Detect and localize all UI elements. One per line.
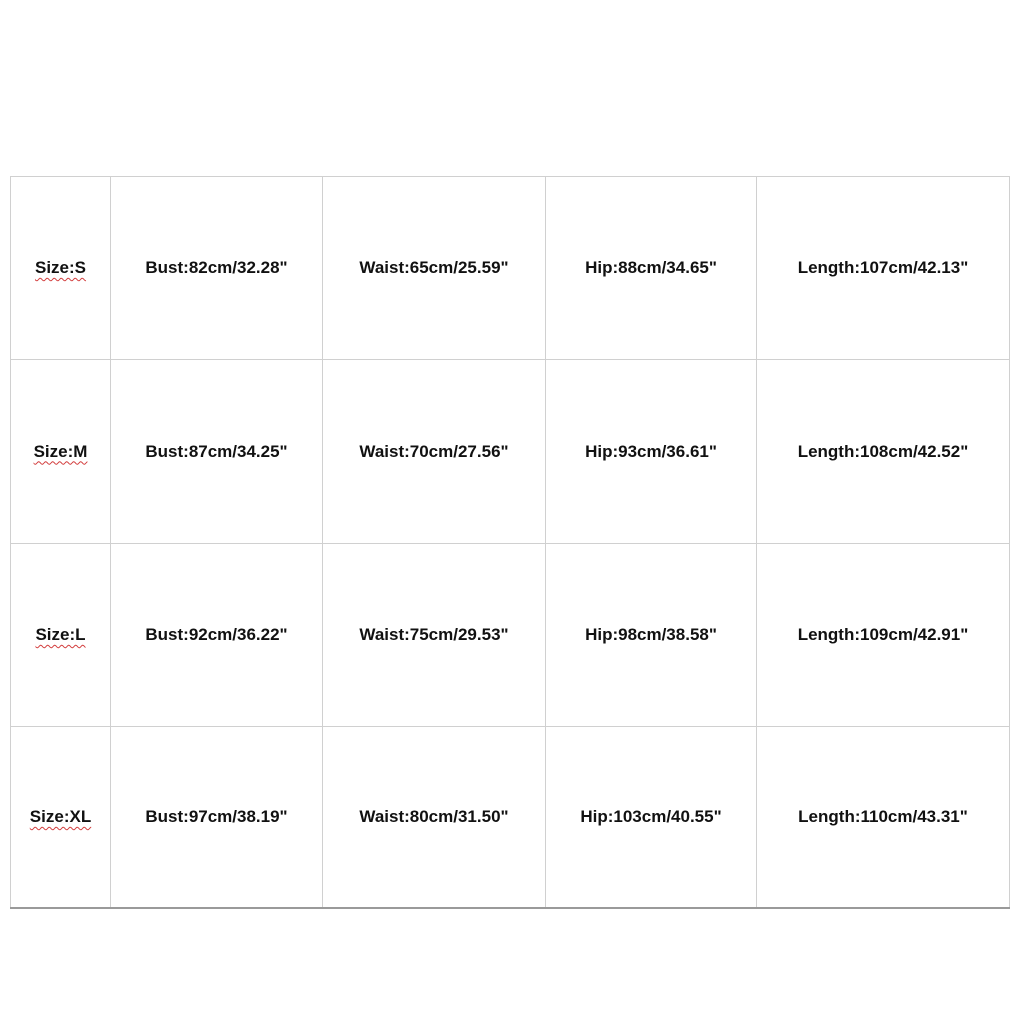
size-row-l: [11, 543, 1010, 726]
length-cell: Length:107cm/42.13": [757, 177, 1010, 360]
bust-cell: Bust:97cm/38.19": [111, 727, 323, 908]
size-label: Size:M: [33, 441, 88, 461]
hip-cell: Hip:98cm/38.58": [546, 543, 757, 726]
size-cell: [11, 177, 111, 360]
bust-cell: Bust:92cm/36.22": [111, 543, 323, 726]
size-label: Size:XL: [29, 807, 92, 827]
length-cell: Length:108cm/42.52": [757, 360, 1010, 543]
bust-cell: Bust:82cm/32.28": [111, 177, 323, 360]
waist-cell: Waist:80cm/31.50": [323, 727, 546, 908]
length-cell: Length:109cm/42.91": [757, 543, 1010, 726]
waist-cell: Waist:70cm/27.56": [323, 360, 546, 543]
size-row-s: [11, 177, 1010, 360]
waist-cell: Waist:75cm/29.53": [323, 543, 546, 726]
size-cell: [11, 727, 111, 908]
hip-cell: Hip:103cm/40.55": [546, 727, 757, 908]
length-cell: Length:110cm/43.31": [757, 727, 1010, 908]
hip-cell: Hip:93cm/36.61": [546, 360, 757, 543]
size-chart-table: [10, 176, 1010, 909]
waist-cell: Waist:65cm/25.59": [323, 177, 546, 360]
hip-cell: Hip:88cm/34.65": [546, 177, 757, 360]
size-cell: [11, 543, 111, 726]
size-row-m: [11, 360, 1010, 543]
size-row-xl: [11, 727, 1010, 908]
bust-cell: Bust:87cm/34.25": [111, 360, 323, 543]
size-cell: [11, 360, 111, 543]
size-label: Size:S: [34, 258, 87, 278]
size-label: Size:L: [35, 624, 86, 644]
